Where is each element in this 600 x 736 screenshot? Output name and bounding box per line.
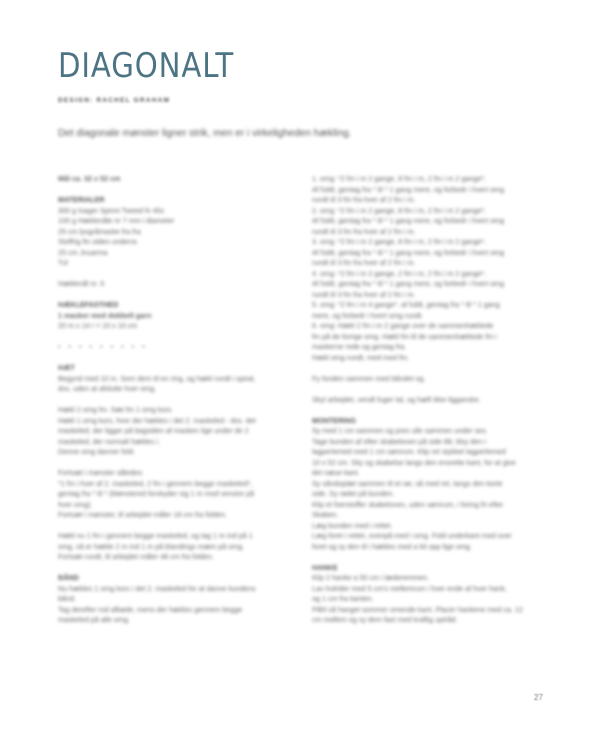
text-line: cm mellem og sy dem fast med kraftig uptråd. — [312, 615, 458, 624]
text-line: Af fuldt, gentag fra * til * 1 gang mere, og forbedr i hvert omg — [312, 184, 505, 194]
text-line: Læg bunden med i rettet. — [312, 520, 393, 530]
paragraph-gap — [58, 458, 294, 469]
text-line: Hæklenål nr. 6 — [58, 279, 105, 288]
text-line: Stoffrig fin ulden underra — [58, 237, 137, 246]
text-line: rundt til 3 fm fra hver af 2 fm i m. — [312, 289, 416, 299]
text-line: Sy med 1 cm sammen og pres ulle sammen under ses. — [312, 426, 488, 435]
text-line: Lav hulrider med 5 cm's mellemrum i hver ende af hver hank, — [312, 583, 507, 593]
paragraph-gap — [58, 269, 294, 280]
section-heading: HÆKLEFASTHED — [58, 300, 119, 309]
text-line: Denne omg danner fold. — [58, 447, 136, 456]
text-line: Skyl arbejdet, vendt fuger tal, og hæft ikke ligganske. — [312, 394, 481, 404]
text-line: Hækl 2 omg fm. Sæt fm 1 omg kors — [58, 405, 172, 414]
left-column — [58, 174, 294, 626]
text-line: Hækl nu 1 fm i gennem begge maskeled, og tag 1 m ind på 1 — [58, 531, 253, 540]
paragraph-gap — [58, 290, 294, 301]
text-line: 20 m x 14 r = 10 x 10 cm — [58, 321, 138, 330]
intro-text: Det diagonale mønster ligner strik, men er i virkeligheden hækling. — [58, 128, 352, 139]
text-line: Tage bunden af efter skabelonen på side 88, tilsy den i — [312, 436, 486, 446]
text-line: Nu hækles 1 omg kors i det 2. maskeled for at danne kundens — [58, 583, 256, 593]
design-credit: DESIGN: RACHEL GRAHAM — [58, 97, 171, 104]
text-line: Fortsæt i mønster således: — [58, 468, 144, 477]
text-line: Tul — [58, 258, 68, 267]
text-line: *1 fm i hver af 2. maskeled, 2 fm i gennem begge maskeled*, — [58, 478, 253, 488]
paragraph-gap — [58, 353, 294, 364]
text-line: side. Sy rødet på bunden. — [312, 489, 395, 498]
text-line: Klip et foerstoffer skabelonen, uden sømrum, i foring fri efter — [312, 499, 504, 509]
paragraph-gap — [312, 363, 548, 374]
text-line: 4. omg: *2 fm i m 2 gange, 2 fm i m, 2 fm i m 2 gange*. — [312, 268, 487, 278]
paragraph-gap — [58, 332, 294, 343]
text-line: Hækl omg rundt, med med fm. — [312, 352, 410, 362]
text-line: lagperlemed med 1 cm sømrum. Klip ret stykket lagperlemed — [312, 447, 506, 456]
text-line: rundt til 3 fm fra hver af 2 fm i m. — [312, 258, 416, 267]
text-line: 5. omg: *2 fm i m 4 gange*. af fuldt, gentag fra * til * 1 gang — [312, 300, 500, 309]
text-line: Af fuldt, gentag fra * til * 1 gang mere, og forbedr i hvert omg — [312, 279, 505, 288]
text-line: maskeled, der ligger på bagsiden af masken lige under de 2 — [58, 426, 249, 435]
text-line: Begynd med 10 m. Sorn dem til en ring, og hækl rundt i spiral, — [58, 373, 256, 383]
right-column — [312, 174, 548, 626]
paragraph-gap — [312, 384, 548, 395]
text-line: rundt til 3 fm fra hver af 2 fm i m. — [312, 195, 416, 204]
paragraph-gap — [58, 395, 294, 406]
text-line: Fortsæt rundt, til arbejdet måler 48 cm fra folden. — [58, 552, 214, 561]
text-line: 6. omg: Hækl 2 fm i m 2 gange over de sammenhæklede — [312, 321, 494, 330]
text-line: 1 masker med dobbelt garn — [58, 310, 152, 320]
text-line: Af fuldt, gentag fra * til * 1 gang mere, og forbedr i hvert omg — [312, 247, 505, 257]
text-line: 10 x 52 cm. Sky og skabelse langs den ensrette kant, for at give — [312, 457, 516, 467]
text-line: Mål ca. 32 x 52 cm — [58, 174, 121, 183]
section-heading: MATERIALER — [58, 195, 105, 204]
text-line: Skaben. — [312, 510, 339, 519]
text-line: maskerne rede og gentag fra. — [312, 342, 407, 351]
text-line: 300 g Isager Spinni Tweed fv 45s — [58, 205, 165, 215]
text-line: 25 cm lysgråmaske fra fra — [58, 226, 141, 236]
paragraph-gap — [58, 185, 294, 196]
text-line: 1. omg: *2 fm i m 2 gange, 8 fm i m, 2 fm i m 2 gange*. — [312, 174, 487, 183]
text-line: Fortsæt i mønster, til arbejdet måler 18 cm fra folden. — [58, 510, 227, 519]
section-heading: MONTERING — [312, 415, 356, 425]
paragraph-gap — [312, 552, 548, 563]
text-line: 3. omg: *2 fm i m 2 gange, 8 fm i m, 2 fm i m 2 gange*. — [312, 237, 487, 246]
section-heading: HANKE — [312, 562, 338, 572]
text-line: Tag derefter rod afbøde, mens der hækles gennem begge — [58, 604, 243, 614]
text-line: 25 cm Jnuarma — [58, 247, 108, 257]
text-line: Fy fonden sammen med båndet og. — [312, 373, 426, 383]
section-divider: • • • • • • • • • — [58, 342, 148, 351]
text-line: hver omg). — [58, 499, 93, 509]
page-title: DIAGONALT — [58, 46, 235, 86]
text-line: Læg foret i rettet, ovenpå med i omg. Fold underkant med over — [312, 531, 512, 540]
text-line: og 1 cm fra kanten. — [312, 594, 374, 603]
text-line: foret og sy den til i hækles med a kit opp lige omg. — [312, 541, 472, 551]
text-line: gentag fra * til * (Mønstered forskyder sig 1 m mod venstre på — [58, 489, 255, 498]
text-line: Af fuldt, gentag fra * til * 1 gang mere, og forbedr i hvert omg — [312, 216, 505, 225]
text-line: Hækl 1 omg kors, hvor der hækles i det 2. maskeled - dvs. det — [58, 415, 256, 425]
section-heading: HÆT — [58, 363, 75, 372]
paragraph-gap — [312, 405, 548, 416]
paragraph-gap — [58, 521, 294, 532]
text-line: mere, og forbedr i hvert omg rundt. — [312, 310, 424, 320]
text-line: det næse kant. — [312, 468, 360, 477]
text-line: Klip 2 hanke a 50 cm i læderemmen. — [312, 573, 430, 582]
text-line: Påhl så hanget sommer omende kant. Placer hankene med ca. 12 — [312, 604, 523, 614]
text-line: fm på de forrige omg. Hækl fm til de sammenhæklede fm i — [312, 331, 497, 341]
text-line: 2. omg: *2 fm i m 2 gange, 8 fm i m, 2 fm i m 2 gange*. — [312, 205, 487, 215]
page-number: 27 — [534, 693, 543, 702]
section-heading: BÅND — [58, 573, 79, 582]
text-line: dvs. uden at afslutte hver omg. — [58, 384, 157, 393]
text-line: rundt til 3 fm fra hver af 2 fm i m. — [312, 226, 416, 236]
paragraph-gap — [58, 563, 294, 574]
text-line: maskeled, der normalt hækles i. — [58, 436, 160, 446]
text-line: Sy såndoplæt sammen til et rør, så med ret, langs den korte — [312, 478, 503, 488]
text-line: bånd. — [58, 594, 76, 603]
text-line: 100 g Hæklenåle nr 7 mm i diameter — [58, 216, 175, 225]
text-line: maskeled på alle omg. — [58, 615, 130, 624]
text-line: omg, så er hækle 2 m ind 1 m på blandings mæm på omg. — [58, 541, 245, 551]
